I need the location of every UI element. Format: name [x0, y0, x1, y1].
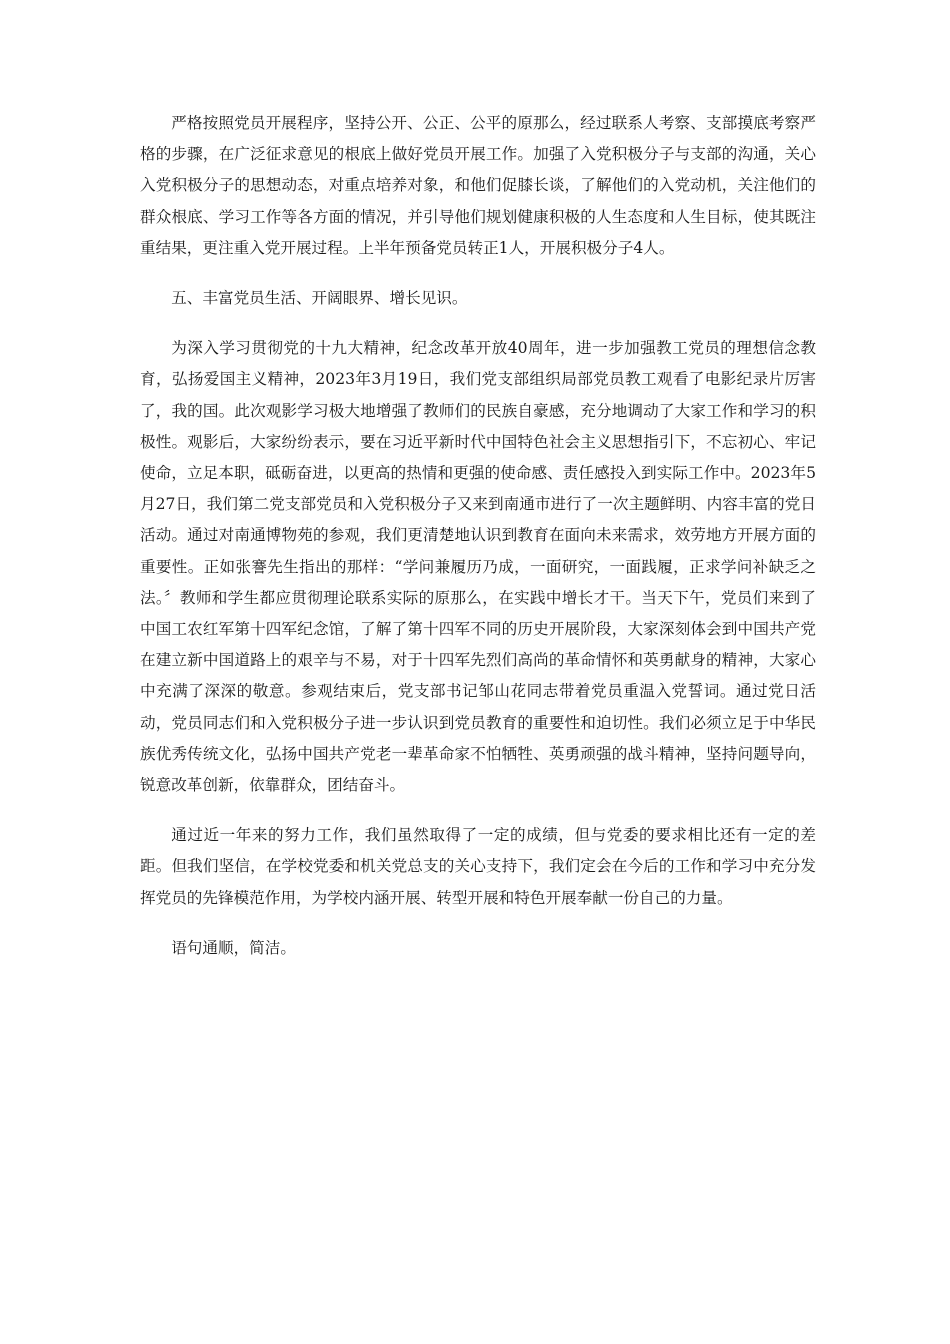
paragraph-party-member-development: 严格按照党员开展程序，坚持公开、公正、公平的原那么，经过联系人考察、支部摸底考察严格的步骤，在广泛征求意见的根底上做好党员开展工作。加强了入党积极分子与支部的沟通，关心入党积极分子的思想动态，对重点培养对象，和他们促膝长谈，了解他们的入党动机，关注他们的群众根底、学习工作等各方面的情况，并引导他们规划健康积极的人生态度和人生目标，使其既注重结果，更注重入党开展过程。上半年预备党员转正1人，开展积极分子4人。: [140, 114, 816, 257]
paragraph-conclusion: 通过近一年来的努力工作，我们虽然取得了一定的成绩，但与党委的要求相比还有一定的差距。但我们坚信，在学校党委和机关党总支的关心支持下，我们定会在今后的工作和学习中充分发挥党员的先锋模范作用，为学校内涵开展、转型开展和特色开展奉献一份自己的力量。: [140, 826, 816, 907]
document-body: [140, 108, 816, 983]
paragraph-party-activities: 为深入学习贯彻党的十九大精神，纪念改革开放40周年，进一步加强教工党员的理想信念教育，弘扬爱国主义精神，2023年3月19日，我们党支部组织局部党员教工观看了电影纪录片厉害了，我的国。此次观影学习极大地增强了教师们的民族自豪感，充分地调动了大家工作和学习的积极性。观影后，大家纷纷表示，要在习近平新时代中国特色社会主义思想指引下，不忘初心、牢记使命，立足本职，砥砺奋进，以更高的热情和更强的使命感、责任感投入到实际工作中。2023年5月27日，我们第二党支部党员和入党积极分子又来到南通市进行了一次主题鲜明、内容丰富的党日活动。通过对南通博物苑的参观，我们更清楚地认识到教育在面向未来需求，效劳地方开展方面的重要性。正如张謇先生指出的那样：“学问兼履历乃成，一面研究，一面践履，正求学问补缺乏之法。〞教师和学生都应贯彻理论联系实际的原那么，在实践中增长才干。当天下午，党员们来到了中国工农红军第十四军纪念馆，了解了第十四军不同的历史开展阶段，大家深刻体会到中国共产党在建立新中国道路上的艰辛与不易，对于十四军先烈们高尚的革命情怀和英勇献身的精神，大家心中充满了深深的敬意。参观结束后，党支部书记邹山花同志带着党员重温入党誓词。通过党日活动，党员同志们和入党积极分子进一步认识到党员教育的重要性和迫切性。我们必须立足于中华民族优秀传统文化，弘扬中国共产党老一辈革命家不怕牺牲、英勇顽强的战斗精神，坚持问题导向，锐意改革创新，依靠群众，团结奋斗。: [140, 339, 816, 795]
section-heading-five: 五、丰富党员生活、开阔眼界、增长见识。: [171, 289, 468, 308]
paragraph-note: 语句通顺，简洁。: [171, 938, 296, 957]
